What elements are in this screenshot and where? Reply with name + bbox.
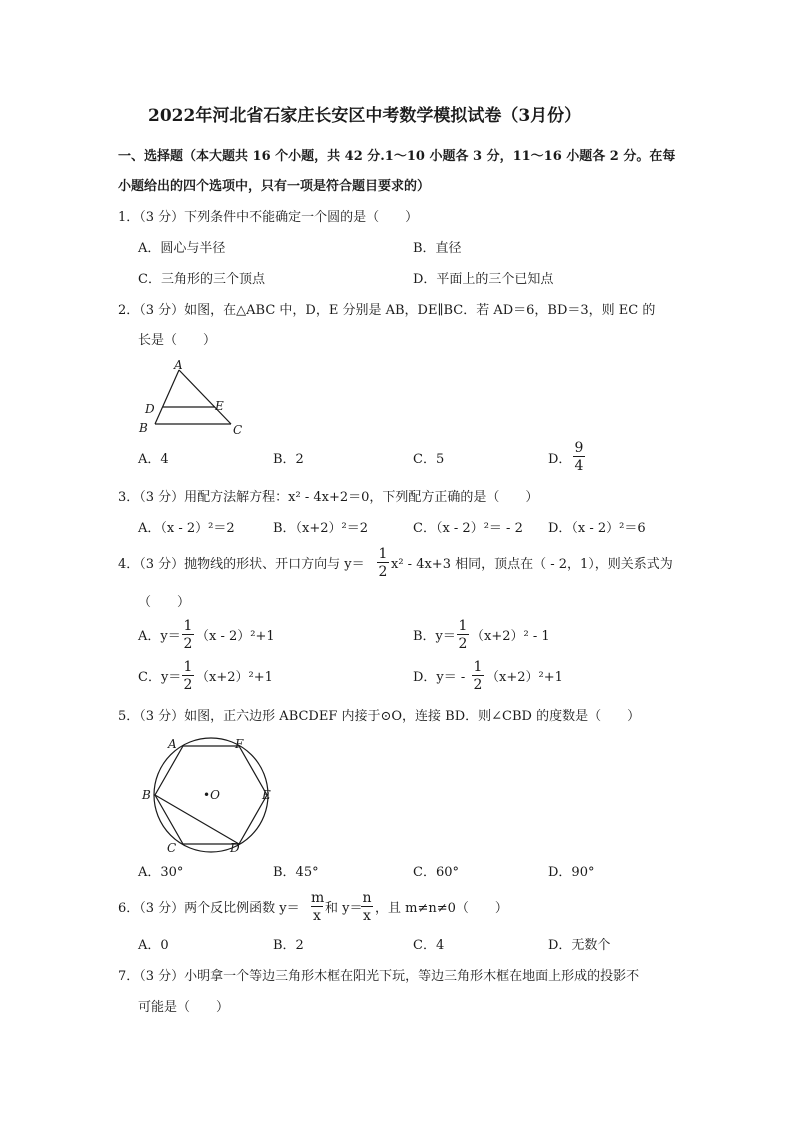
question-4-option-a-fraction <box>182 619 194 651</box>
question-2-option-a: A．4 <box>138 452 169 467</box>
question-2-option-c: C．5 <box>413 452 445 467</box>
question-4-stem-line-2: （ ） <box>138 595 191 610</box>
figure-label-e: E <box>262 788 271 802</box>
figure-label-b: B <box>139 421 148 435</box>
question-4-option-b-fraction <box>457 619 469 651</box>
question-4-option-d-end: （x+2）²+1 <box>486 670 563 685</box>
question-4-option-d-fraction <box>472 660 484 692</box>
hexagon-circle-figure <box>135 735 285 855</box>
fraction-denominator: 2 <box>473 677 483 693</box>
figure-label-b: B <box>142 788 151 802</box>
fraction-denominator: 2 <box>183 636 193 652</box>
question-4-option-d-start: D．y＝ - <box>413 670 466 685</box>
fraction-numerator: 1 <box>183 618 193 634</box>
fraction-denominator: 2 <box>458 636 468 652</box>
figure-label-a: A <box>168 737 177 751</box>
figure-label-o: •O <box>203 788 220 802</box>
triangle-abc-figure <box>135 358 255 438</box>
question-3-option-d: D．（x - 2）²＝6 <box>548 521 646 536</box>
question-6-stem-end: ，且 m≠n≠0（ ） <box>375 901 508 916</box>
figure-label-a: A <box>174 358 183 372</box>
question-1-option-a: A．圆心与半径 <box>138 241 226 256</box>
question-6-fraction-m <box>311 891 323 923</box>
question-1-option-d: D．平面上的三个已知点 <box>413 272 554 287</box>
question-6-stem-middle: 和 y＝ <box>325 901 363 916</box>
fraction-denominator: x <box>313 908 321 924</box>
question-4-stem-end: x² - 4x+3 相同，顶点在（ - 2，1），则关系式为 <box>391 557 673 572</box>
fraction-numerator: n <box>362 890 372 906</box>
question-1-option-c: C．三角形的三个顶点 <box>138 272 265 287</box>
question-3-option-b: B．（x+2）²＝2 <box>273 521 369 536</box>
question-4-option-c-start: C．y＝ <box>138 670 182 685</box>
question-3-option-c: C．（x - 2）²＝ - 2 <box>413 521 523 536</box>
figure-label-c: C <box>233 423 243 437</box>
question-5-option-d: D．90° <box>548 865 595 880</box>
figure-label-c: C <box>167 841 177 855</box>
section-header-line-2: 小题给出的四个选项中，只有一项是符合题目要求的） <box>118 179 431 194</box>
question-6-option-b: B．2 <box>273 938 304 953</box>
question-2-option-d-fraction <box>573 441 585 473</box>
fraction-numerator: 1 <box>458 618 468 634</box>
fraction-numerator: 9 <box>574 440 584 456</box>
question-4-stem-fraction <box>377 547 389 579</box>
question-1-option-b: B．直径 <box>413 241 462 256</box>
question-5-option-a: A．30° <box>138 865 184 880</box>
figure-label-d: D <box>145 402 155 416</box>
question-7-stem-line-1: 7．（3 分）小明拿一个等边三角形木框在阳光下玩，等边三角形木框在地面上形成的投影不 <box>118 969 640 984</box>
fraction-numerator: 1 <box>378 546 388 562</box>
figure-label-d: D <box>230 841 240 855</box>
section-header-line-1: 一、选择题（本大题共 16 个小题，共 42 分.1～10 小题各 3 分，11～16 小题各 2 分。在每 <box>118 149 676 164</box>
figure-label-e: E <box>215 399 224 413</box>
question-6-stem-start: 6．（3 分）两个反比例函数 y＝ <box>118 901 300 916</box>
fraction-denominator: 2 <box>378 564 388 580</box>
question-7-stem-line-2: 可能是（ ） <box>138 1000 230 1015</box>
question-6-option-c: C．4 <box>413 938 445 953</box>
question-3-stem: 3．（3 分）用配方法解方程：x² - 4x+2＝0，下列配方正确的是（ ） <box>118 490 539 505</box>
question-4-option-b-start: B．y＝ <box>413 629 456 644</box>
fraction-denominator: 4 <box>574 458 584 474</box>
question-4-option-c-fraction <box>182 660 194 692</box>
page-title: 2022年河北省石家庄长安区中考数学模拟试卷（3月份） <box>148 106 582 126</box>
question-1-stem: 1．（3 分）下列条件中不能确定一个圆的是（ ） <box>118 210 419 225</box>
question-4-option-a-start: A．y＝ <box>138 629 181 644</box>
fraction-denominator: 2 <box>183 677 193 693</box>
question-6-option-d: D．无数个 <box>548 938 611 953</box>
question-6-fraction-n <box>361 891 373 923</box>
question-2-stem-line-1: 2．（3 分）如图，在△ABC 中，D，E 分别是 AB，DE∥BC．若 AD＝6，BD＝3，则 EC 的 <box>118 303 656 318</box>
fraction-numerator: m <box>311 890 325 906</box>
question-4-option-a-end: （x - 2）²+1 <box>196 629 275 644</box>
question-5-option-c: C．60° <box>413 865 459 880</box>
question-2-option-d-prefix: D． <box>548 452 572 467</box>
question-2-stem-line-2: 长是（ ） <box>138 333 217 348</box>
fraction-denominator: x <box>363 908 371 924</box>
question-3-option-a: A．（x - 2）²＝2 <box>138 521 235 536</box>
question-4-stem-start: 4．（3 分）抛物线的形状、开口方向与 y＝ <box>118 557 365 572</box>
question-2-option-b: B．2 <box>273 452 304 467</box>
question-6-option-a: A．0 <box>138 938 169 953</box>
question-4-option-b-end: （x+2）² - 1 <box>471 629 550 644</box>
fraction-numerator: 1 <box>473 659 483 675</box>
question-5-option-b: B．45° <box>273 865 319 880</box>
fraction-numerator: 1 <box>183 659 193 675</box>
figure-label-f: F <box>235 737 244 751</box>
question-4-option-c-end: （x+2）²+1 <box>196 670 273 685</box>
question-5-stem: 5．（3 分）如图，正六边形 ABCDEF 内接于⊙O，连接 BD．则∠CBD 的度数是（ ） <box>118 709 641 724</box>
